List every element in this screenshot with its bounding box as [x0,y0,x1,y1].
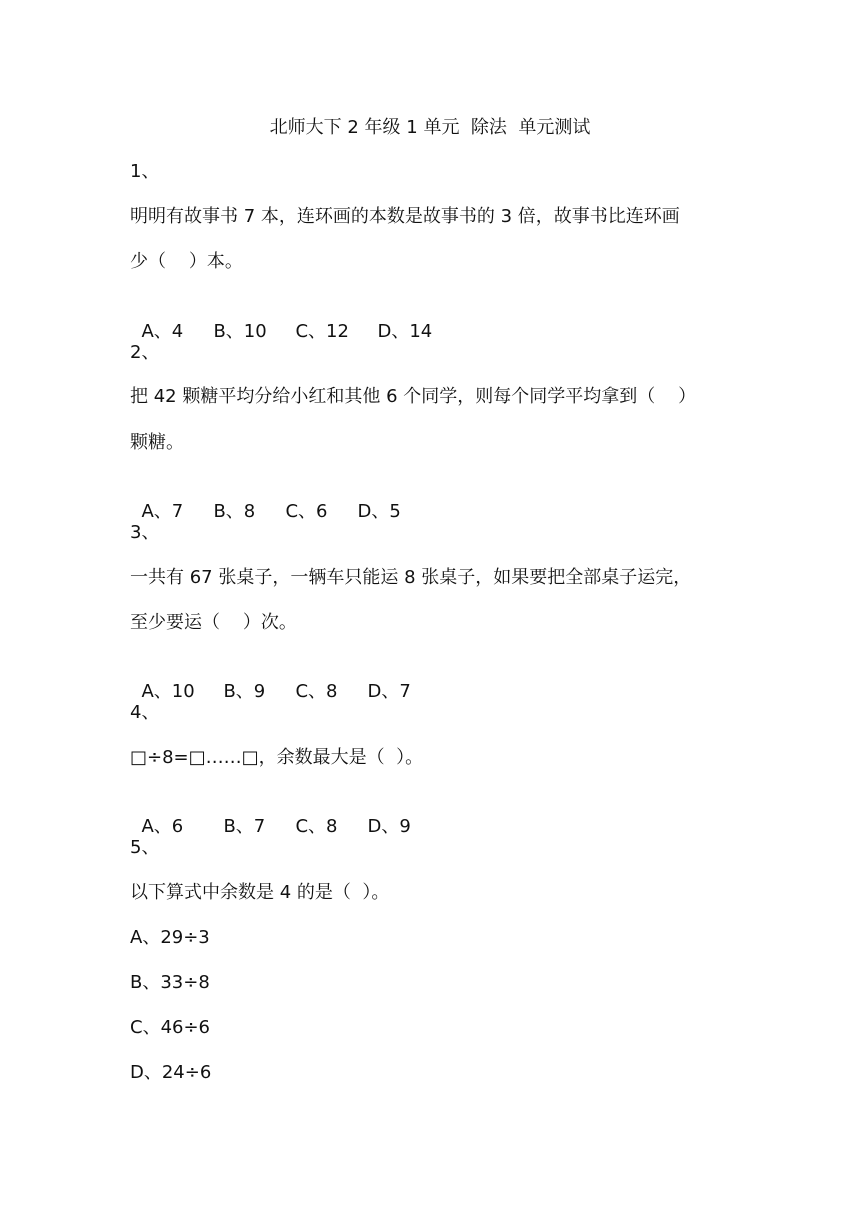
question-2-options [130,476,401,524]
question-1-option-c: C、12 [295,321,349,342]
question-5-stem-line-1: 以下算式中余数是 4 的是（ ）。 [130,882,390,903]
question-3-option-b: B、9 [223,681,266,702]
question-2-option-b: B、8 [213,501,256,522]
question-3-stem-line-2: 至少要运（ ）次。 [130,612,297,633]
question-2-stem-line-1: 把 42 颗糖平均分给小红和其他 6 个同学，则每个同学平均拿到（ ） [130,386,697,407]
question-3-stem-line-1: 一共有 67 张桌子，一辆车只能运 8 张桌子，如果要把全部桌子运完， [130,567,692,588]
question-2-option-a: A、7 [141,501,184,522]
question-1-option-a: A、4 [141,321,184,342]
question-5-option-d: D、24÷6 [130,1062,212,1083]
question-1-number: 1、 [130,161,160,182]
question-3-option-d: D、7 [367,681,411,702]
question-1-stem-line-2: 少（ ）本。 [130,251,243,272]
document-title: 北师大下 2 年级 1 单元 除法 单元测试 [269,117,591,138]
question-2-number: 2、 [130,342,160,363]
question-3-number: 3、 [130,522,160,543]
question-4-number: 4、 [130,702,160,723]
question-4-options [130,791,411,839]
question-3-option-a: A、10 [141,681,195,702]
question-4-option-c: C、8 [295,816,338,837]
question-5-option-a: A、29÷3 [130,927,210,948]
question-5-number: 5、 [130,837,160,858]
question-2-option-d: D、5 [357,501,401,522]
question-5-option-c: C、46÷6 [130,1017,211,1038]
question-3-options [130,656,411,704]
question-4-stem-line-1: □÷8=□……□，余数最大是（ ）。 [130,747,424,768]
question-2-stem-line-2: 颗糖。 [130,432,184,453]
question-1-option-d: D、14 [377,321,433,342]
question-3-option-c: C、8 [295,681,338,702]
question-5-option-b: B、33÷8 [130,972,210,993]
question-1-options [130,296,432,344]
question-1-stem-line-1: 明明有故事书 7 本，连环画的本数是故事书的 3 倍，故事书比连环画 [130,206,680,227]
question-1-option-b: B、10 [213,321,267,342]
question-2-option-c: C、6 [285,501,328,522]
question-4-option-a: A、6 [141,816,184,837]
question-4-option-b: B、7 [223,816,266,837]
question-4-option-d: D、9 [367,816,411,837]
